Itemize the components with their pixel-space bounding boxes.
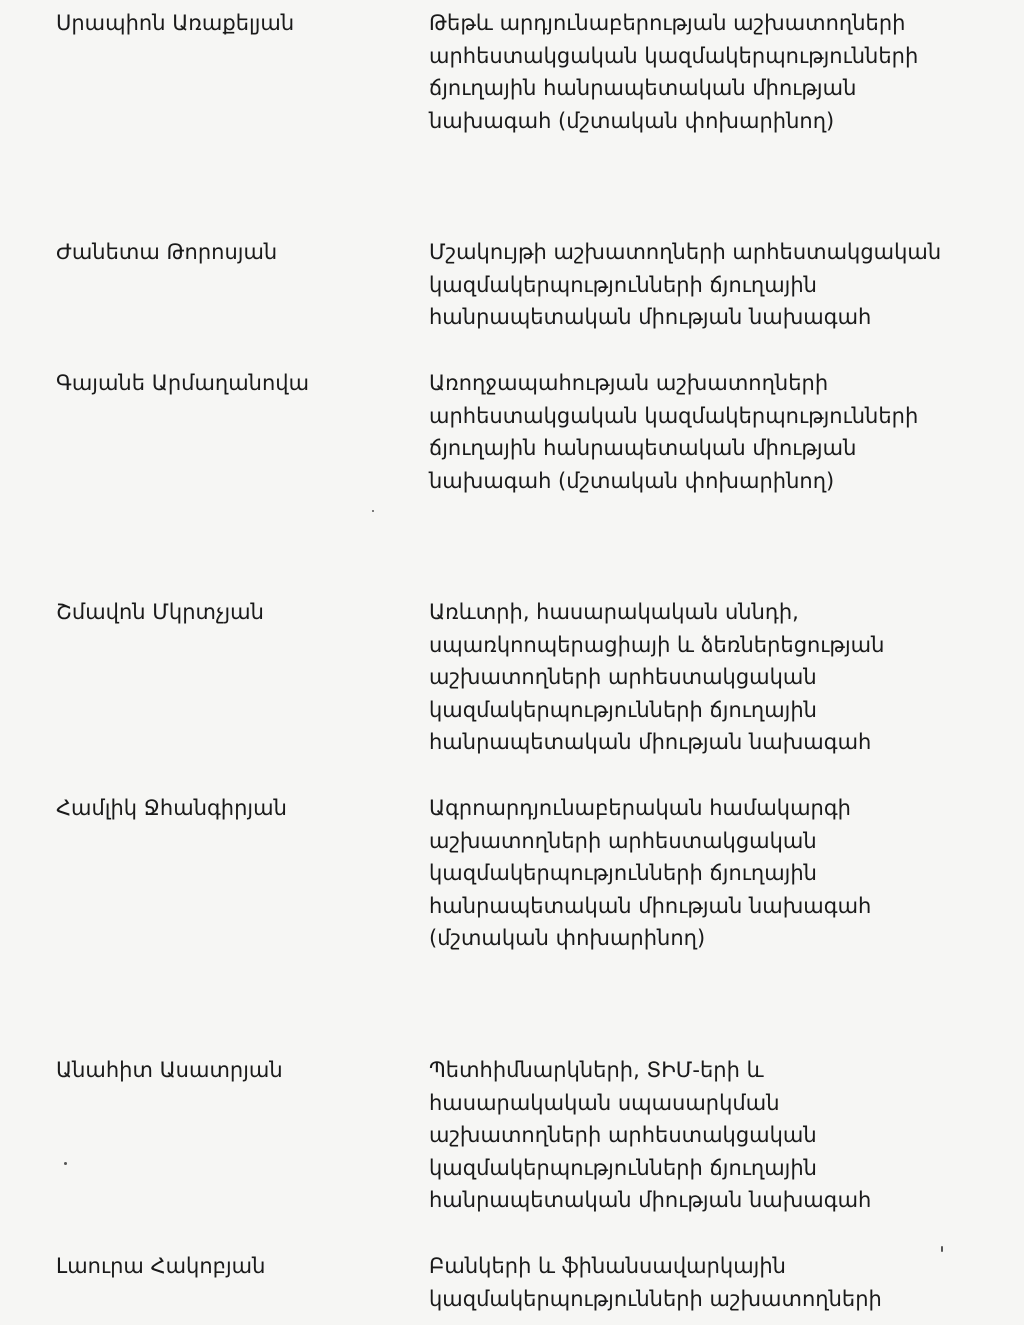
person-position [429,1250,1014,1315]
person-position [429,1054,1014,1217]
position-line: հանրապետական միության նախագահ [429,893,872,918]
position-line: Պետհիմնարկների, ՏԻՄ-երի և [429,1058,764,1082]
position-line: աշխատողների արհեստակցական [429,665,817,689]
person-name: Լաուրա Հակոբյան [56,1254,266,1278]
position-line: ճյուղային հանրապետական միության [429,76,857,100]
position-line: Ագրոարդյունաբերական համակարգի [429,796,851,820]
position-line: ճյուղային հանրապետական միության [429,436,857,460]
position-line: կազմակերպությունների ճյուղային [429,697,817,722]
position-line: հանրապետական միության նախագահ [429,1188,872,1212]
position-line: աշխատողների արհեստակցական [429,828,817,853]
position-line: նախագահ (մշտական փոխարինող) [429,468,835,493]
position-line: արհեստակցական կազմակերպությունների [429,403,919,428]
position-line: հանրապետական միության նախագահ [429,305,872,329]
position-line: կազմակերպությունների ճյուղային [429,272,817,297]
person-position [429,367,1014,497]
position-line: Թեթև արդյունաբերության աշխատողների [429,11,906,35]
position-line: Բանկերի և ֆինանսավարկային [429,1254,786,1278]
position-line: կազմակերպությունների ճյուղային [429,1155,817,1180]
position-line: Առևտրի, հասարակական սննդի, [429,600,799,624]
position-line: աշխատողների արհեստակցական [429,1123,817,1147]
person-name: Գայանե Արմաղանովա [56,371,310,395]
position-line: հասարակական սպասարկման [429,1090,780,1115]
position-line: նախագահ (մշտական փոխարինող) [429,108,835,133]
position-line: Առողջապահության աշխատողների [429,371,829,395]
position-line: (մշտական փոխարինող) [429,926,706,950]
person-name: Համլիկ Ջհանգիրյան [56,796,287,820]
scan-speck [941,1246,943,1252]
person-name: Ժանետա Թորոսյան [56,240,278,264]
position-line: կազմակերպությունների ճյուղային [429,861,817,885]
scan-speck [372,510,374,512]
person-position [429,7,1014,137]
position-line: կազմակերպությունների աշխատողների [429,1286,882,1311]
person-name: Անահիտ Ասատրյան [56,1058,283,1082]
person-name: Սրապիոն Առաքելյան [56,11,295,35]
person-position [429,236,1014,334]
position-line: արհեստակցական կազմակերպությունների [429,43,919,68]
scan-speck [64,1162,67,1165]
position-line: սպառկոոպերացիայի և ձեռներեցության [429,632,885,657]
position-line: հանրապետական միության նախագահ [429,730,872,754]
person-name: Շմավոն Մկրտչյան [56,600,264,624]
position-line: Մշակույթի աշխատողների արհեստակցական [429,240,942,264]
person-position [429,792,1014,955]
person-position [429,596,1014,759]
